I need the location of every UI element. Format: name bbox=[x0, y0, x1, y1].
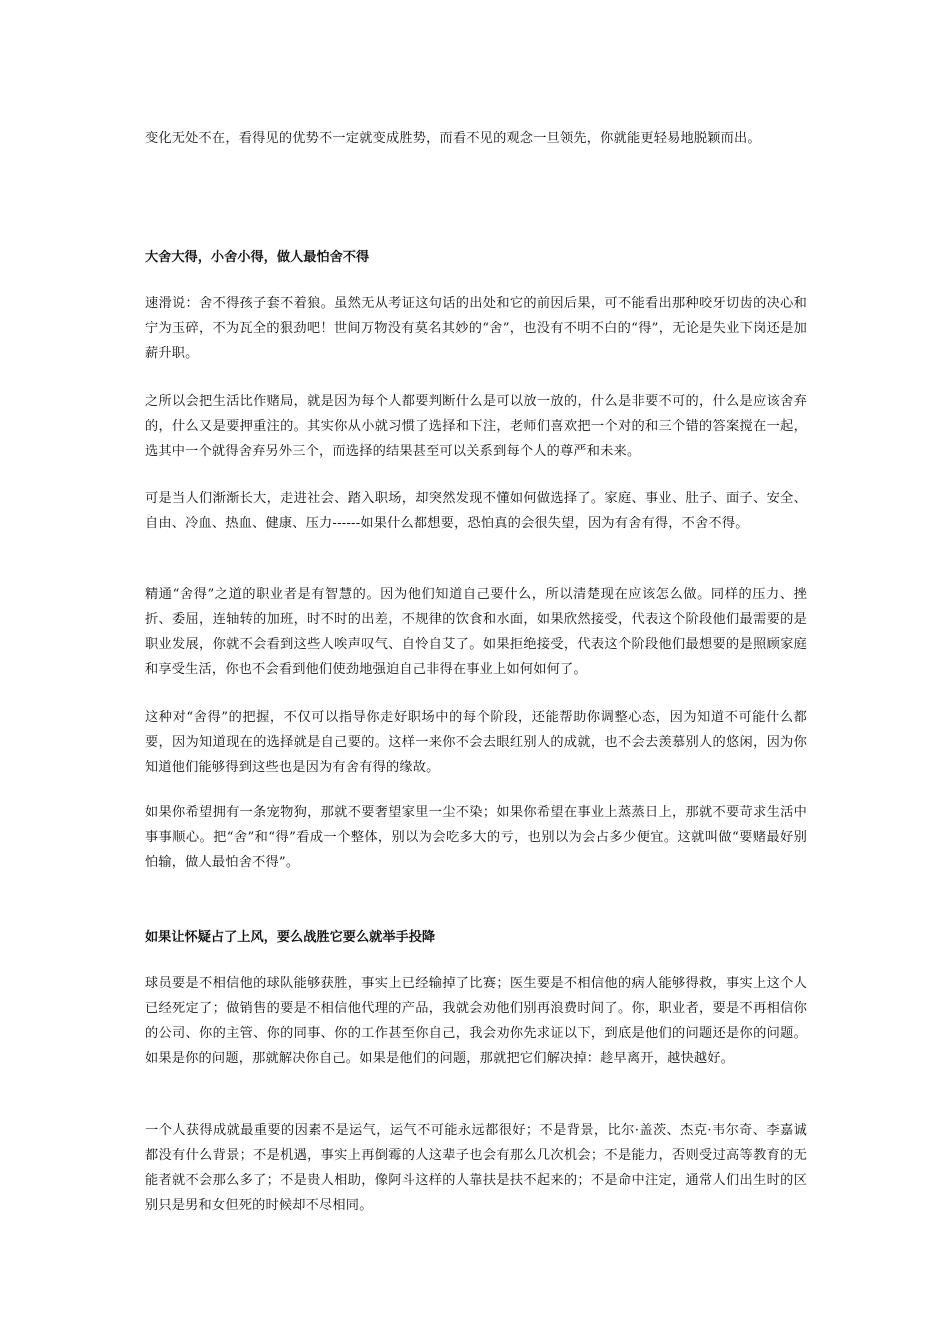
section-heading: 大舍大得，小舍小得，做人最怕舍不得 bbox=[145, 250, 370, 265]
body-paragraph: 速滑说：舍不得孩子套不着狼。虽然无从考证这句话的出处和它的前因后果，可不能看出那种咬牙切齿的决心和宁为玉碎，不为瓦全的狠劲吧！世间万物没有莫名其妙的“舍”，也没有不明不白的“得”，无论是失业下岗还是加薪升职。 bbox=[145, 296, 807, 361]
body-paragraph: 这种对“舍得”的把握，不仅可以指导你走好职场中的每个阶段，还能帮助你调整心态，因为知道不可能什么都要，因为知道现在的选择就是自己要的。这样一来你不会去眼红别人的成就，也不会去羡慕别人的悠闲，因为你知道他们能够得到这些也是因为有舍有得的缘故。 bbox=[145, 710, 807, 775]
body-paragraph: 如果你希望拥有一条宠物狗，那就不要奢望家里一尘不染；如果你希望在事业上蒸蒸日上，那就不要苛求生活中事事顺心。把“舍”和“得”看成一个整体，别以为会吃多大的亏，也别以为会占多少便宜。这就叫做“要赌最好别怕输，做人最怕舍不得”。 bbox=[145, 805, 807, 870]
section-heading: 如果让怀疑占了上风，要么战胜它要么就举手投降 bbox=[145, 930, 436, 945]
intro-paragraph: 变化无处不在，看得见的优势不一定就变成胜势，而看不见的观念一旦领先，你就能更轻易地脱颖而出。 bbox=[145, 131, 761, 146]
body-paragraph: 可是当人们渐渐长大，走进社会、踏入职场，却突然发现不懂如何做选择了。家庭、事业、肚子、面子、安全、自由、冷血、热血、健康、压力------如果什么都想要，恐怕真的会很失望，因为有舍有得，不舍不得。 bbox=[145, 491, 807, 531]
body-paragraph: 之所以会把生活比作赌局，就是因为每个人都要判断什么是可以放一放的，什么是非要不可的，什么是应该舍弃的，什么又是要押重注的。其实你从小就习惯了选择和下注，老师们喜欢把一个对的和三个错的答案搅在一起，选其中一个就得舍弃另外三个，而选择的结果甚至可以关系到每个人的尊严和未来。 bbox=[145, 394, 807, 459]
body-paragraph: 一个人获得成就最重要的因素不是运气，运气不可能永远都很好；不是背景，比尔·盖茨、杰克·韦尔奇、李嘉诚都没有什么背景；不是机遇，事实上再倒霉的人这辈子也会有那么几次机会；不是能力，否则受过高等教育的无能者就不会那么多了；不是贵人相助，像阿斗这样的人靠扶是扶不起来的；不是命中注定，通常人们出生时的区别只是男和女但死的时候却不尽相同。 bbox=[145, 1123, 807, 1213]
body-paragraph: 精通“舍得”之道的职业者是有智慧的。因为他们知道自己要什么，所以清楚现在应该怎么做。同样的压力、挫折、委屈，连轴转的加班，时不时的出差，不规律的饮食和水面，如果欣然接受，代表这个阶段他们最需要的是职业发展，你就不会看到这些人唉声叹气、自怜自艾了。如果拒绝接受，代表这个阶段他们最想要的是照顾家庭和享受生活，你也不会看到他们使劲地强迫自己非得在事业上如何如何了。 bbox=[145, 587, 807, 677]
body-paragraph: 球员要是不相信他的球队能够获胜，事实上已经输掉了比赛；医生要是不相信他的病人能够得救，事实上这个人已经死定了；做销售的要是不相信他代理的产品，我就会劝他们别再浪费时间了。你，职业者，要是不再相信你的公司、你的主管、你的同事、你的工作甚至你自己，我会劝你先求证以下，到底是他们的问题还是你的问题。如果是你的问题，那就解决你自己。如果是他们的问题，那就把它们解决掉：趁早离开，越快越好。 bbox=[145, 976, 807, 1066]
